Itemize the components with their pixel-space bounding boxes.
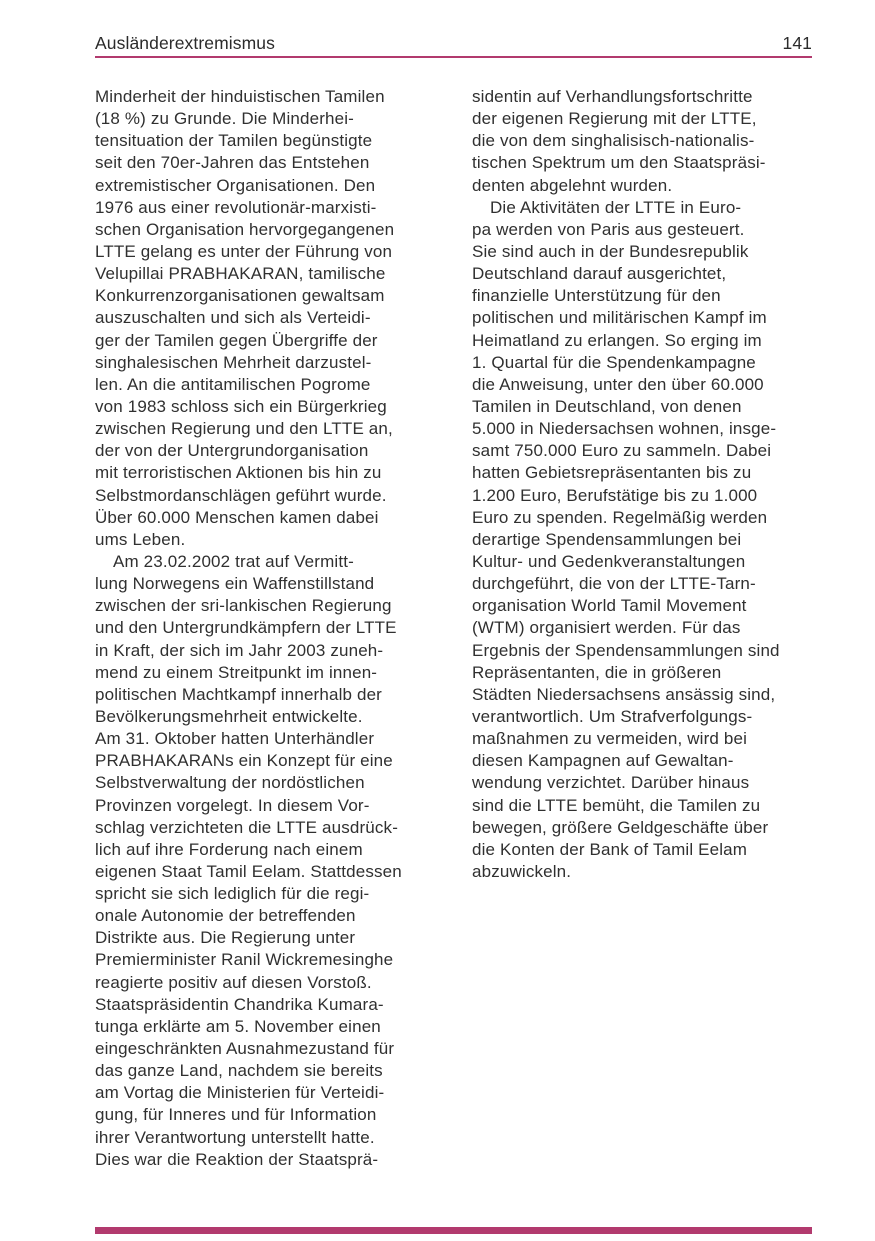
text-line: schen Organisation hervorgegangenen xyxy=(95,219,395,239)
text-line: Am 23.02.2002 trat auf Vermitt- xyxy=(113,551,354,571)
text-line: denten abgelehnt wurden. xyxy=(472,175,673,195)
text-line: ihrer Verantwortung unterstellt hatte. xyxy=(95,1127,375,1147)
text-line: die Konten der Bank of Tamil Eelam xyxy=(472,839,748,859)
text-line: Tamilen in Deutschland, von denen xyxy=(472,396,742,416)
text-line: seit den 70er-Jahren das Entstehen xyxy=(95,153,370,173)
text-line: die Anweisung, unter den über 60.000 xyxy=(472,374,764,394)
text-line: tunga erklärte am 5. November einen xyxy=(95,1016,381,1036)
text-line: singhalesischen Mehrheit darzustel- xyxy=(95,352,372,372)
text-line: extremistischer Organisationen. Den xyxy=(95,175,376,195)
text-line: durchgeführt, die von der LTTE-Tarn- xyxy=(472,574,756,594)
text-line: sind die LTTE bemüht, die Tamilen zu xyxy=(472,795,761,815)
text-line: von 1983 schloss sich ein Bürgerkrieg xyxy=(95,396,387,416)
text-column-right xyxy=(472,86,822,883)
text-line: Premierminister Ranil Wickremesinghe xyxy=(95,950,394,970)
running-header-title: Ausländerextremismus xyxy=(95,33,275,53)
text-line: Bevölkerungsmehrheit entwickelte. xyxy=(95,706,363,726)
text-line: (WTM) organisiert werden. Für das xyxy=(472,618,741,638)
text-line: abzuwickeln. xyxy=(472,861,572,881)
text-line: Dies war die Reaktion der Staatsprä- xyxy=(95,1149,379,1169)
text-line: 1976 aus einer revolutionär-marxisti- xyxy=(95,197,377,217)
text-line: Konkurrenzorganisationen gewaltsam xyxy=(95,286,385,306)
text-line: tischen Spektrum um den Staatspräsi- xyxy=(472,153,766,173)
text-line: derartige Spendensammlungen bei xyxy=(472,529,742,549)
text-line: Provinzen vorgelegt. In diesem Vor- xyxy=(95,795,370,815)
text-line: 1.200 Euro, Berufstätige bis zu 1.000 xyxy=(472,485,758,505)
text-line: Städten Niedersachsens ansässig sind, xyxy=(472,684,776,704)
text-line: (18 %) zu Grunde. Die Minderhei- xyxy=(95,109,354,129)
text-line: die von dem singhalisisch-nationalis- xyxy=(472,131,755,151)
text-line: diesen Kampagnen auf Gewaltan- xyxy=(472,751,734,771)
text-line: len. An die antitamilischen Pogrome xyxy=(95,374,371,394)
text-line: gung, für Inneres und für Information xyxy=(95,1105,377,1125)
text-line: zwischen Regierung und den LTTE an, xyxy=(95,419,393,439)
text-line: 5.000 in Niedersachsen wohnen, insge- xyxy=(472,419,777,439)
text-line: Kultur- und Gedenkveranstaltungen xyxy=(472,551,746,571)
text-line: Über 60.000 Menschen kamen dabei xyxy=(95,507,379,527)
text-line: Deutschland darauf ausgerichtet, xyxy=(472,264,727,284)
text-line: Sie sind auch in der Bundesrepublik xyxy=(472,241,749,261)
text-line: sidentin auf Verhandlungsfortschritte xyxy=(472,87,753,106)
text-line: Repräsentanten, die in größeren xyxy=(472,662,722,682)
text-line: Euro zu spenden. Regelmäßig werden xyxy=(472,507,768,527)
text-line: ums Leben. xyxy=(95,529,186,549)
text-line: auszuschalten und sich als Verteidi- xyxy=(95,308,371,328)
text-line: verantwortlich. Um Strafverfolgungs- xyxy=(472,706,753,726)
text-line: LTTE gelang es unter der Führung von xyxy=(95,241,393,261)
text-line: Distrikte aus. Die Regierung unter xyxy=(95,928,356,948)
text-line: Heimatland zu erlangen. So erging im xyxy=(472,330,762,350)
text-column-left xyxy=(95,86,465,1171)
text-line: in Kraft, der sich im Jahr 2003 zuneh- xyxy=(95,640,384,660)
text-line: zwischen der sri-lankischen Regierung xyxy=(95,596,392,616)
text-line: der eigenen Regierung mit der LTTE, xyxy=(472,109,757,129)
text-line: onale Autonomie der betreffenden xyxy=(95,906,356,926)
text-line: spricht sie sich lediglich für die regi- xyxy=(95,884,370,904)
text-line: der von der Untergrundorganisation xyxy=(95,441,369,461)
text-line: schlag verzichteten die LTTE ausdrück- xyxy=(95,817,399,837)
text-line: Die Aktivitäten der LTTE in Euro- xyxy=(490,197,742,217)
text-line: bewegen, größere Geldgeschäfte über xyxy=(472,817,769,837)
text-line: wendung verzichtet. Darüber hinaus xyxy=(472,773,750,793)
text-line: Am 31. Oktober hatten Unterhändler xyxy=(95,729,375,749)
text-line: finanzielle Unterstützung für den xyxy=(472,286,721,306)
text-line: lung Norwegens ein Waffenstillstand xyxy=(95,574,375,594)
footer-rule xyxy=(95,1227,812,1234)
text-line: samt 750.000 Euro zu sammeln. Dabei xyxy=(472,441,772,461)
text-line: mit terroristischen Aktionen bis hin zu xyxy=(95,463,382,483)
running-header xyxy=(95,33,812,54)
text-line: Selbstverwaltung der nordöstlichen xyxy=(95,773,365,793)
text-line: lich auf ihre Forderung nach einem xyxy=(95,839,363,859)
text-line: das ganze Land, nachdem sie bereits xyxy=(95,1061,383,1081)
text-line: PRABHAKARANs ein Konzept für eine xyxy=(95,751,393,771)
text-line: Selbstmordanschlägen geführt wurde. xyxy=(95,485,387,505)
text-line: und den Untergrundkämpfern der LTTE xyxy=(95,618,397,638)
text-line: Staatspräsidentin Chandrika Kumara- xyxy=(95,994,384,1014)
text-line: Minderheit der hinduistischen Tamilen xyxy=(95,87,385,106)
text-line: organisation World Tamil Movement xyxy=(472,596,747,616)
text-line: ger der Tamilen gegen Übergriffe der xyxy=(95,330,378,350)
text-line: 1. Quartal für die Spendenkampagne xyxy=(472,352,756,372)
text-line: pa werden von Paris aus gesteuert. xyxy=(472,219,745,239)
text-line: eigenen Staat Tamil Eelam. Stattdessen xyxy=(95,861,402,881)
text-line: politischen Machtkampf innerhalb der xyxy=(95,684,382,704)
text-line: maßnahmen zu vermeiden, wird bei xyxy=(472,729,748,749)
text-line: hatten Gebietsrepräsentanten bis zu xyxy=(472,463,752,483)
text-line: tensituation der Tamilen begünstigte xyxy=(95,131,373,151)
header-rule xyxy=(95,56,812,58)
text-line: Ergebnis der Spendensammlungen sind xyxy=(472,640,780,660)
text-line: Velupillai PRABHAKARAN, tamilische xyxy=(95,264,386,284)
text-line: eingeschränkten Ausnahmezustand für xyxy=(95,1039,395,1059)
text-line: mend zu einem Streitpunkt im innen- xyxy=(95,662,378,682)
text-line: reagierte positiv auf diesen Vorstoß. xyxy=(95,972,372,992)
page-number: 141 xyxy=(782,33,812,53)
text-line: politischen und militärischen Kampf im xyxy=(472,308,767,328)
text-line: am Vortag die Ministerien für Verteidi- xyxy=(95,1083,385,1103)
